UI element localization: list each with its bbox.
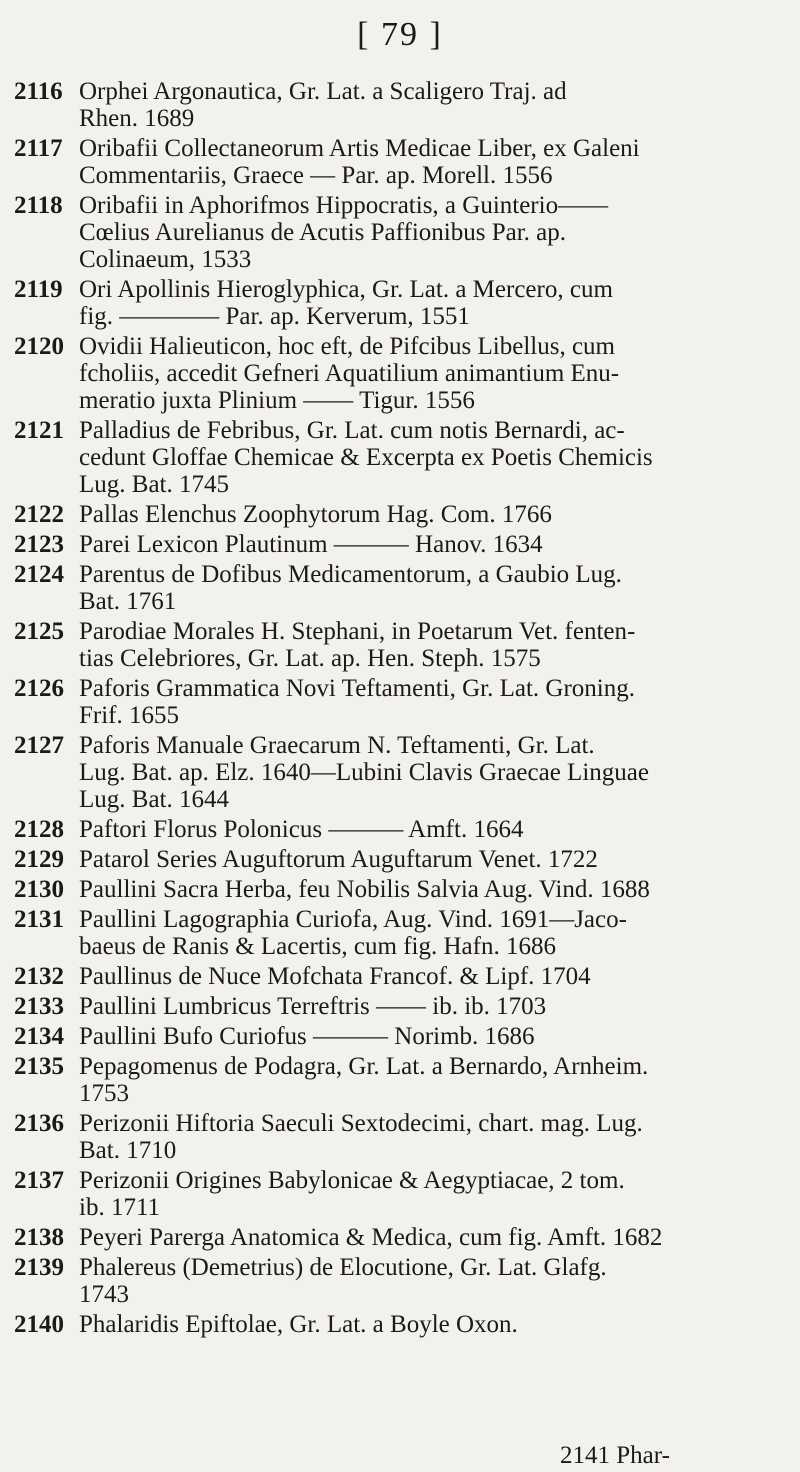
entry-line: Perizonii Hiftoria Saeculi Sextodecimi, chart. mag. Lug. [79,1110,643,1137]
entry-line: fig. ———— Par. ap. Kerverum, 1551 [79,303,470,330]
entry-line: Lug. Bat. ap. Elz. 1640—Lubini Clavis Graecae Linguae [79,759,649,786]
entry-line: tias Celebriores, Gr. Lat. ap. Hen. Steph. 1575 [79,645,541,672]
entry-number: 2120 [14,333,64,360]
catalogue-entry [14,876,790,903]
page-number: [ 79 ] [357,16,443,53]
entry-line: Cœlius Aurelianus de Acutis Paffionibus Par. ap. [79,219,567,246]
catalogue-entry [14,846,790,873]
entry-line: Parodiae Morales H. Stephani, in Poetarum Vet. fenten- [79,618,636,645]
entry-number: 2116 [14,78,63,105]
entry-number: 2137 [14,1167,64,1194]
entry-line: Paullinus de Nuce Mofchata Francof. & Lipf. 1704 [79,963,591,990]
entry-number: 2129 [14,846,64,873]
entry-number: 2131 [14,906,64,933]
entry-line: 1753 [79,1080,129,1107]
entry-line: Palladius de Febribus, Gr. Lat. cum notis Bernardi, ac- [79,417,625,444]
entry-line: Lug. Bat. 1644 [79,786,229,813]
entry-number: 2126 [14,675,64,702]
catalogue-entry [14,1023,790,1050]
catalogue-entry [14,906,790,960]
entry-line: Parentus de Dofibus Medicamentorum, a Gaubio Lug. [79,561,622,588]
entry-line: Paforis Manuale Graecarum N. Teftamenti, Gr. Lat. [79,732,595,759]
entry-number: 2122 [14,501,64,528]
entry-line: Rhen. 1689 [79,105,195,132]
entry-number: 2138 [14,1224,64,1251]
catalogue-entry [14,1110,790,1164]
catalogue-entry [14,561,790,615]
entry-line: Orphei Argonautica, Gr. Lat. a Scaligero Traj. ad [79,78,567,105]
catalogue-entry [14,276,790,330]
catalogue-entry [14,993,790,1020]
entry-line: Oribafii Collectaneorum Artis Medicae Liber, ex Galeni [79,135,640,162]
entry-line: meratio juxta Plinium —— Tigur. 1556 [79,387,475,414]
entry-number: 2135 [14,1053,64,1080]
entry-line: 1743 [79,1281,129,1308]
entry-number: 2130 [14,876,64,903]
catalogue-entry [14,135,790,189]
catalogue-entry [14,618,790,672]
entry-line: Bat. 1761 [79,588,177,615]
entry-line: Bat. 1710 [79,1137,177,1164]
catalogue-entry [14,963,790,990]
entry-number: 2132 [14,963,64,990]
entry-number: 2136 [14,1110,64,1137]
catalogue-entry [14,1167,790,1221]
entry-line: Phalaridis Epiftolae, Gr. Lat. a Boyle Oxon. [79,1311,518,1338]
entry-list [14,78,790,1341]
entry-number: 2117 [14,135,63,162]
entry-line: Oribafii in Aphorifmos Hippocratis, a Guinterio—— [79,192,609,219]
catalogue-entry [14,732,790,813]
entry-line: Pallas Elenchus Zoophytorum Hag. Com. 1766 [79,501,552,528]
catalogue-entry [14,417,790,498]
catalogue-entry [14,675,790,729]
catalogue-entry [14,816,790,843]
entry-number: 2127 [14,732,64,759]
entry-number: 2128 [14,816,64,843]
entry-line: cedunt Gloffae Chemicae & Excerpta ex Poetis Chemicis [79,444,653,471]
catalogue-entry [14,333,790,414]
entry-line: Phalereus (Demetrius) de Elocutione, Gr. Lat. Glafg. [79,1254,607,1281]
entry-number: 2134 [14,1023,64,1050]
catalogue-entry [14,501,790,528]
entry-line: Paftori Florus Polonicus ——— Amft. 1664 [79,816,524,843]
entry-line: Paforis Grammatica Novi Teftamenti, Gr. Lat. Groning. [79,675,635,702]
entry-line: Parei Lexicon Plautinum ——— Hanov. 1634 [79,531,543,558]
catalogue-entry [14,192,790,273]
entry-line: Perizonii Origines Babylonicae & Aegyptiacae, 2 tom. [79,1167,625,1194]
entry-line: Paullini Lagographia Curiofa, Aug. Vind. 1691—Jaco- [79,906,627,933]
entry-line: Paullini Bufo Curiofus ——— Norimb. 1686 [79,1023,535,1050]
catalogue-entry [14,1053,790,1107]
entry-number: 2125 [14,618,64,645]
catchword: 2141 Phar- [560,1442,670,1469]
entry-number: 2118 [14,192,63,219]
entry-line: fcholiis, accedit Gefneri Aquatilium animantium Enu- [79,360,620,387]
entry-line: Frif. 1655 [79,702,179,729]
catalogue-entry [14,78,790,132]
entry-line: Paullini Lumbricus Terreftris —— ib. ib. 1703 [79,993,547,1020]
entry-line: Commentariis, Graece — Par. ap. Morell. 1556 [79,162,553,189]
entry-number: 2139 [14,1254,64,1281]
catalogue-entry [14,1224,790,1251]
entry-line: Peyeri Parerga Anatomica & Medica, cum fig. Amft. 1682 [79,1224,663,1251]
entry-line: Patarol Series Auguftorum Auguftarum Venet. 1722 [79,846,598,873]
entry-line: ib. 1711 [79,1194,161,1221]
entry-number: 2124 [14,561,64,588]
entry-number: 2123 [14,531,64,558]
entry-line: Pepagomenus de Podagra, Gr. Lat. a Bernardo, Arnheim. [79,1053,649,1080]
entry-line: baeus de Ranis & Lacertis, cum fig. Hafn. 1686 [79,933,556,960]
entry-line: Ori Apollinis Hieroglyphica, Gr. Lat. a Mercero, cum [79,276,613,303]
catalogue-entry [14,1254,790,1308]
entry-number: 2140 [14,1311,64,1338]
entry-line: Lug. Bat. 1745 [79,471,229,498]
entry-number: 2133 [14,993,64,1020]
entry-line: Ovidii Halieuticon, hoc eft, de Pifcibus Libellus, cum [79,333,615,360]
entry-number: 2119 [14,276,63,303]
entry-line: Colinaeum, 1533 [79,246,252,273]
entry-line: Paullini Sacra Herba, feu Nobilis Salvia Aug. Vind. 1688 [79,876,650,903]
entry-number: 2121 [14,417,64,444]
catalogue-entry [14,531,790,558]
catalogue-entry [14,1311,790,1338]
